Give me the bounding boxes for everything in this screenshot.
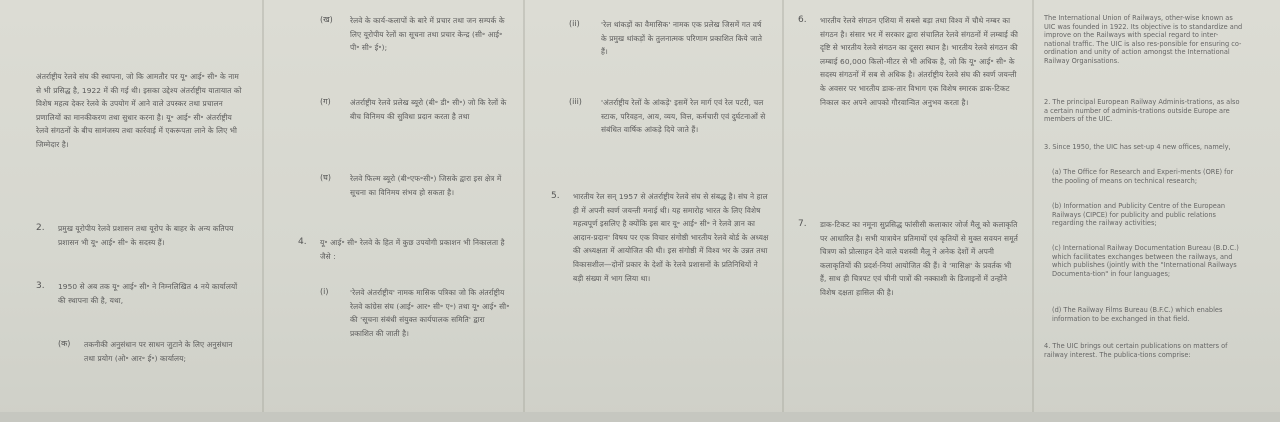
item-label: (ग) bbox=[320, 97, 331, 106]
english-paragraph-2: 2. The principal European Railway Adminis-trations, as also a certain number of adminis-trations outside Europe are members of the UIC. bbox=[1044, 98, 1240, 124]
english-item-b: (b) Information and Publicity Centre of the European Railways (CIPCE) for publicity and public relations regarding the railway activities; bbox=[1052, 202, 1226, 228]
paragraph-number: 7. bbox=[798, 219, 807, 229]
panel-1 bbox=[0, 0, 262, 422]
item-g: अंतर्राष्ट्रीय रेलवे प्रलेख ब्यूरो (बी॰ डी॰ सी॰) जो कि रेलों के बीच विनिमय की सुविधा प्रदान करता है तथा bbox=[350, 98, 507, 121]
paragraph-4: यू॰ आई॰ सी॰ रेलवे के हित में कुछ उपयोगी प्रकाशन भी निकालता है जैसे : bbox=[320, 238, 505, 261]
page-bottom-edge bbox=[0, 412, 1280, 422]
english-paragraph-1: The International Union of Railways, other-wise known as UIC was founded in 1922. Its objective is to standardize and improve on the Railways with special regard to inter-national traffic. The UIC is also res-ponsible for ensuring co-ordination and unity of action amongst the International Railway Organisations. bbox=[1044, 14, 1243, 65]
paragraph-number: 5. bbox=[551, 191, 560, 201]
english-paragraph-4: 4. The UIC brings out certain publications on matters of railway interest. The publica-tions comprise: bbox=[1044, 342, 1228, 359]
panel-4 bbox=[784, 0, 1032, 422]
english-item-d: (d) The Railway Films Bureau (B.F.C.) which enables information to be exchanged in that field. bbox=[1052, 306, 1223, 323]
item-label: (क) bbox=[58, 339, 71, 348]
paragraph-number: 2. bbox=[36, 223, 45, 233]
item-label: (i) bbox=[320, 287, 329, 296]
panel-3 bbox=[525, 0, 782, 422]
paragraph-number: 4. bbox=[298, 237, 307, 247]
item-label: (घ) bbox=[320, 173, 331, 182]
item-label: (ख) bbox=[320, 15, 333, 24]
english-paragraph-3: 3. Since 1950, the UIC has set-up 4 new offices, namely, bbox=[1044, 143, 1231, 151]
item-label: (iii) bbox=[569, 97, 582, 106]
item-label: (ii) bbox=[569, 19, 580, 28]
panel-5-english bbox=[1034, 0, 1280, 422]
paragraph-3: 1950 से अब तक यू॰ आई॰ सी॰ ने निम्नलिखित 4 नये कार्यालयों की स्थापना की है, यथा, bbox=[58, 282, 238, 305]
item-ii: 'रेल थांकड़ों का वैमासिक' नामक एक प्रलेख जिसमें गत वर्ष के प्रमुख थांकड़ों के तुलनात्मक परिणाम प्रकाशित किये जाते हैं। bbox=[601, 20, 763, 57]
english-item-c: (c) International Railway Documentation Bureau (B.D.C.) which facilitates exchanges between the railways, and which publishes (jointly with the "International Railways Documenta-tion" in four languages; bbox=[1052, 244, 1239, 278]
paragraph-2: प्रमुख यूरोपीय रेलवे प्रशासन तथा यूरोप के बाहर के अन्य कतिपय प्रशासन भी यू॰ आई॰ सी॰ के सदस्य हैं। bbox=[58, 224, 234, 247]
english-item-a: (a) The Office for Research and Experi-ments (ORE) for the pooling of means on technical research; bbox=[1052, 168, 1234, 185]
paragraph-5: भारतीय रेल सन् 1957 से अंतर्राष्ट्रीय रेलवे संघ से संबद्ध है। संघ ने हाल ही में अपनी स्वर्ण जयन्ती मनाई थी। यह समारोह भारत के लिए विशेष महत्वपूर्ण इसलिए है क्योंकि इस बार यू॰ आई॰ सी॰ ने रेलवे ज्ञान का आदान-प्रदान' विषय पर एक विचार संगोष्ठी भारतीय रेलवे बोर्ड के अध्यक्ष की अध्यक्षता में आयोजित की थी। इस संगोष्ठी में विश्व भर के उन्नत तथा विकासशील—दोनों प्रकार के देशों के रेलवे प्रशासनों के प्रतिनिधियों ने बड़ी संख्या में भाग लिया था। bbox=[573, 192, 769, 283]
paragraph-1: अंतर्राष्ट्रीय रेलवे संघ की स्थापना, जो कि आमतौर पर यू॰ आई॰ सी॰ के नाम से भी प्रसिद्ध है, 1922 में की गई थी। इसका उद्देश्य अंतर्राष्ट्रीय यातायात को विशेष महत्व देकर रेलवे के उपयोग में आने वाले उपस्कर तथा प्रचालन प्रणालियों का मानकीकरण तथा सुधार करना है। यू॰ आई॰ सी॰ अंतर्राष्ट्रीय रेलवे संगठनों के बीच सामंजस्य तथा कार्रवाई में एकरूपता लाने के लिए भी जिम्मेदार है। bbox=[36, 72, 242, 149]
item-i: 'रेलवे अंतर्राष्ट्रीय' नामक मासिक पत्रिका जो कि अंतर्राष्ट्रीय रेलवे कांग्रेस संघ (आई॰ आर॰ सी॰ ए॰) तथा यू॰ आई॰ सी॰ की 'सूचना संबंधी संयुक्त कार्यपालक समिति' द्वारा प्रकाशित की जाती है। bbox=[350, 288, 510, 338]
panel-2 bbox=[264, 0, 523, 422]
paragraph-number: 6. bbox=[798, 15, 807, 25]
item-iii: 'अंतर्राष्ट्रीय रेलों के आंकड़े' इसमें रेल मार्ग एवं रेल पटरी, चल स्टाक, परिवहन, आय, व्यय, वित्त, कर्मचारी एवं दुर्घटनाओं से संबंधित वार्षिक आंकड़े दिये जाते हैं। bbox=[601, 98, 766, 135]
paragraph-number: 3. bbox=[36, 281, 45, 291]
paragraph-6: भारतीय रेलवे संगठन एशिया में सबसे बड़ा तथा विश्व में चौथे नम्बर का संगठन है। संसार भर में सरकार द्वारा संचालित रेलवे संगठनों में लम्बाई की दृष्टि से भारतीय रेलवे संगठन का दूसरा स्थान है। भारतीय रेलवे संगठन की लम्बाई 60,000 किलो-मीटर से भी अधिक है, जो कि यू॰ आई॰ सी॰ के सदस्य संगठनों में सब से अधिक है। अंतर्राष्ट्रीय रेलवे संघ की स्वर्ण जयन्ती के अवसर पर भारतीय डाक-तार विभाग एक विशेष स्मारक डाक-टिकट निकाल कर अपने आपको गौरवान्वित अनुभव करता है। bbox=[820, 16, 1019, 107]
item-a: तकनीकी अनुसंधान पर साधन जुटाने के लिए अनुसंधान तथा प्रयोग (ओ॰ आर॰ ई॰) कार्यालय; bbox=[84, 340, 233, 363]
paragraph-7: डाक-टिकट का नमूना सुप्रसिद्ध फांसीसी कलाकार जोर्ज मैलू को कलाकृति पर आधारित है। सभी यात्रायेन प्रतिमायों एवं कृतियों से मुक्त सवयन समूर्त चित्रण को प्रोत्साहन देने वाले यशस्वी मैलू ने अनेक देशों में अपनी कलाकृतियों की प्रदर्श-नियां आयोजित की हैं। वे 'मासिक्ष' के प्रवर्तक भी हैं, साथ ही चित्रपट एवं चीनी पात्रों की नक्काशी के डिजाइनों में उन्होंने विशेष दक्षता हासिल की है। bbox=[820, 220, 1018, 297]
item-gh: रेलवे फिल्म ब्यूरो (बी॰एफ॰सी॰) जिसके द्वारा इस क्षेत्र में सूचना का विनिमय संभव हो सकता है। bbox=[350, 174, 502, 197]
item-b: रेलवे के कार्य-कलापों के बारे में प्रचार तथा जन सम्पर्क के लिए यूरोपीय रेलों का सूचना तथा प्रचार केन्द्र (सी॰ आई॰ पी॰ सी॰ ई॰); bbox=[350, 16, 505, 53]
